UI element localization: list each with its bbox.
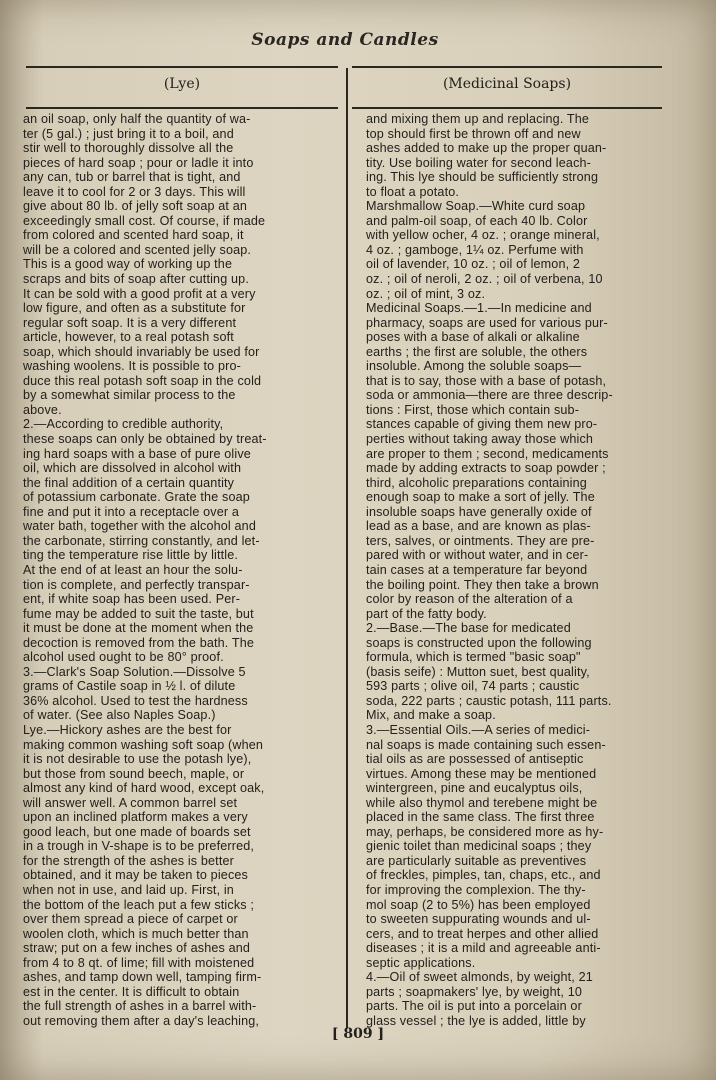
text-line: soda, 222 parts ; caustic potash, 111 parts.	[366, 693, 612, 708]
text-line: At the end of at least an hour the solu-	[23, 562, 243, 577]
header-rule-left	[26, 66, 338, 68]
text-line: Mix, and make a soap.	[366, 708, 496, 723]
text-line: the carbonate, stirring constantly, and let-	[23, 533, 260, 548]
text-line: soaps is constructed upon the following	[366, 635, 592, 650]
text-line: soap, which should invariably be used for	[23, 344, 260, 359]
text-line: good leach, but one made of boards set	[23, 824, 251, 839]
text-line: fume may be added to suit the taste, but	[23, 606, 254, 621]
text-line: color by reason of the alteration of a	[366, 592, 573, 607]
text-line: of water. (See also Naples Soap.)	[23, 708, 216, 723]
text-line: for improving the complexion. The thy-	[366, 882, 586, 897]
text-line: lead as a base, and are known as plas-	[366, 519, 591, 534]
text-line: of potassium carbonate. Grate the soap	[23, 490, 250, 505]
text-line: stir well to thoroughly dissolve all the	[23, 141, 234, 156]
text-line: regular soft soap. It is a very different	[23, 315, 237, 330]
text-line: ing. This lye should be sufficiently strong	[366, 170, 599, 185]
text-line: decoction is removed from the bath. The	[23, 635, 255, 650]
text-line: enough soap to make a sort of jelly. The	[366, 490, 595, 505]
text-line: scraps and bits of soap after cutting up.	[23, 272, 249, 287]
text-line: may, perhaps, be considered more as hy-	[366, 824, 604, 839]
text-line: out removing them after a day's leaching,	[23, 1013, 260, 1028]
text-line: 2.—Base.—The base for medicated	[366, 621, 571, 636]
text-line: obtained, and it may be taken to pieces	[23, 868, 248, 883]
text-line: are proper to them ; second, medicaments	[366, 446, 609, 461]
text-line: alcohol used ought to be 80° proof.	[23, 650, 224, 665]
text-line: from colored and scented hard soap, it	[23, 228, 244, 243]
text-line: pharmacy, soaps are used for various pur-	[366, 315, 608, 330]
text-line: 4.—Oil of sweet almonds, by weight, 21	[366, 970, 593, 985]
text-line: cers, and to treat herpes and other allied	[366, 926, 599, 941]
text-line: septic applications.	[366, 955, 476, 970]
text-line: woolen cloth, which is much better than	[23, 926, 249, 941]
text-line: ter (5 gal.) ; just bring it to a boil, and	[23, 126, 234, 141]
text-line: ashes, and tamp down well, tamping firm-	[23, 970, 262, 985]
text-line: tion is complete, and perfectly transpar-	[23, 577, 250, 592]
text-line: perties without taking away those which	[366, 432, 594, 447]
text-line: gienic toilet than medicinal soaps ; they	[366, 839, 592, 854]
text-line: glass vessel ; the lye is added, little by	[366, 1013, 586, 1028]
text-line: grams of Castile soap in ½ l. of dilute	[23, 679, 236, 694]
text-line: with yellow ocher, 4 oz. ; orange mineral,	[366, 228, 600, 243]
text-line: while also thymol and terebene might be	[366, 795, 598, 810]
text-line: virtues. Among these may be mentioned	[366, 766, 597, 781]
text-line: of freckles, pimples, tan, chaps, etc., and	[366, 868, 601, 883]
text-line: it is not desirable to use the potash lye),	[23, 752, 252, 767]
text-line: 3.—Essential Oils.—A series of medici-	[366, 722, 591, 737]
page-number: [ 809 ]	[331, 1026, 385, 1042]
text-line: tain cases at a temperature far beyond	[366, 562, 588, 577]
right-text-column	[366, 112, 671, 1028]
header-rule-right	[352, 66, 662, 68]
text-line: leave it to cool for 2 or 3 days. This will	[23, 184, 246, 199]
text-line: Marshmallow Soap.—White curd soap	[366, 199, 586, 214]
text-line: any can, tub or barrel that is tight, and	[23, 170, 241, 185]
text-line: over them spread a piece of carpet or	[23, 912, 238, 927]
text-line: oz. ; oil of mint, 3 oz.	[366, 286, 486, 301]
text-line: It can be sold with a good profit at a very	[23, 286, 256, 301]
text-line: the final addition of a certain quantity	[23, 475, 235, 490]
text-line: the bottom of the leach put a few sticks ;	[23, 897, 255, 912]
text-line: placed in the same class. The first three	[366, 810, 595, 825]
text-line: give about 80 lb. of jelly soft soap at an	[23, 199, 248, 214]
text-line: parts ; soapmakers' lye, by weight, 10	[366, 984, 582, 999]
text-line: above.	[23, 402, 62, 417]
text-line: oz. ; oil of neroli, 2 oz. ; oil of verbena, 10	[366, 272, 603, 287]
text-line: water bath, together with the alcohol and	[23, 519, 256, 534]
text-line: pieces of hard soap ; pour or ladle it into	[23, 155, 254, 170]
text-line: ters, salves, or ointments. They are pre-	[366, 533, 595, 548]
text-line: pared with or without water, and in cer-	[366, 548, 589, 563]
left-text-column	[23, 112, 341, 1028]
text-line: parts. The oil is put into a porcelain or	[366, 999, 582, 1014]
text-line: that is to say, those with a base of potash,	[366, 373, 607, 388]
text-line: wintergreen, pine and eucalyptus oils,	[366, 781, 583, 796]
text-line: oil of lavender, 10 oz. ; oil of lemon, 2	[366, 257, 581, 272]
text-line: making common washing soft soap (when	[23, 737, 264, 752]
text-line: from 4 to 8 qt. of lime; fill with moistened	[23, 955, 255, 970]
text-line: third, alcoholic preparations containing	[366, 475, 587, 490]
text-line: exceedingly small cost. Of course, if made	[23, 213, 266, 228]
text-line: poses with a base of alkali or alkaline	[366, 330, 580, 345]
subheader-rule-left	[26, 107, 338, 109]
text-line: almost any kind of hard wood, except oak,	[23, 781, 265, 796]
text-line: fine and put it into a receptacle over a	[23, 504, 240, 519]
text-line: diseases ; it is a mild and agreeable anti-	[366, 941, 601, 956]
text-line: tial oils as are possessed of antiseptic	[366, 752, 584, 767]
text-line: and palm-oil soap, of each 40 lb. Color	[366, 213, 588, 228]
subheader-rule-right	[352, 107, 662, 109]
text-line: the full strength of ashes in a barrel with-	[23, 999, 257, 1014]
left-column-header: (Lye)	[163, 76, 201, 92]
text-line: to float a potato.	[366, 184, 460, 199]
column-divider	[346, 68, 348, 1028]
text-line: an oil soap, only half the quantity of wa-	[23, 112, 251, 126]
text-line: insoluble. Among the soluble soaps—	[366, 359, 582, 374]
text-line: will be a colored and scented jelly soap.	[23, 242, 252, 257]
text-line: and mixing them up and replacing. The	[366, 112, 590, 126]
text-line: 2.—According to credible authority,	[23, 417, 224, 432]
text-line: top should first be thrown off and new	[366, 126, 581, 141]
text-line: will answer well. A common barrel set	[23, 795, 238, 810]
text-line: low figure, and often as a substitute for	[23, 301, 246, 316]
text-line: 36% alcohol. Used to test the hardness	[23, 693, 248, 708]
text-line: when not in use, and laid up. First, in	[23, 882, 234, 897]
page-title: Soaps and Candles	[251, 30, 439, 50]
text-line: oil, which are dissolved in alcohol with	[23, 461, 242, 476]
text-line: are particularly suitable as preventives	[366, 853, 587, 868]
text-line: mol soap (2 to 5%) has been employed	[366, 897, 591, 912]
text-line: 4 oz. ; gamboge, 1¼ oz. Perfume with	[366, 242, 584, 257]
text-line: Lye.—Hickory ashes are the best for	[23, 722, 232, 737]
text-line: but those from sound beech, maple, or	[23, 766, 245, 781]
text-line: est in the center. It is difficult to obtain	[23, 984, 240, 999]
right-column-header: (Medicinal Soaps)	[442, 76, 572, 92]
text-line: Medicinal Soaps.—1.—In medicine and	[366, 301, 592, 316]
text-line: these soaps can only be obtained by treat-	[23, 432, 267, 447]
text-line: duce this real potash soft soap in the cold	[23, 373, 262, 388]
text-line: washing woolens. It is possible to pro-	[23, 359, 241, 374]
text-line: made by adding extracts to soap powder ;	[366, 461, 606, 476]
text-line: ting the temperature rise little by little.	[23, 548, 239, 563]
text-line: ent, if white soap has been used. Per-	[23, 592, 241, 607]
text-line: to sweeten suppurating wounds and ul-	[366, 912, 591, 927]
text-line: straw; put on a few inches of ashes and	[23, 941, 251, 956]
text-line: ing hard soaps with a base of pure olive	[23, 446, 251, 461]
text-line: insoluble soaps have generally oxide of	[366, 504, 592, 519]
text-line: part of the fatty body.	[366, 606, 487, 621]
text-line: stances capable of giving them new pro-	[366, 417, 598, 432]
text-line: formula, which is termed "basic soap"	[366, 650, 581, 665]
text-line: tions : First, those which contain sub-	[366, 402, 580, 417]
text-line: 3.—Clark's Soap Solution.—Dissolve 5	[23, 664, 246, 679]
text-line: nal soaps is made containing such essen-	[366, 737, 606, 752]
text-line: in a trough in V-shape is to be preferred,	[23, 839, 255, 854]
text-line: tity. Use boiling water for second leach-	[366, 155, 592, 170]
text-line: earths ; the first are soluble, the others	[366, 344, 588, 359]
text-line: This is a good way of working up the	[23, 257, 233, 272]
text-line: for the strength of the ashes is better	[23, 853, 234, 868]
text-line: article, however, to a real potash soft	[23, 330, 234, 345]
text-line: upon an inclined platform makes a very	[23, 810, 248, 825]
text-line: the boiling point. They then take a brown	[366, 577, 599, 592]
text-line: by a somewhat similar process to the	[23, 388, 236, 403]
text-line: soda or ammonia—there are three descrip-	[366, 388, 613, 403]
text-line: (basis seife) : Mutton suet, best quality,	[366, 664, 590, 679]
text-line: ashes added to make up the proper quan-	[366, 141, 607, 156]
text-line: 593 parts ; olive oil, 74 parts ; caustic	[366, 679, 580, 694]
text-line: it must be done at the moment when the	[23, 621, 254, 636]
